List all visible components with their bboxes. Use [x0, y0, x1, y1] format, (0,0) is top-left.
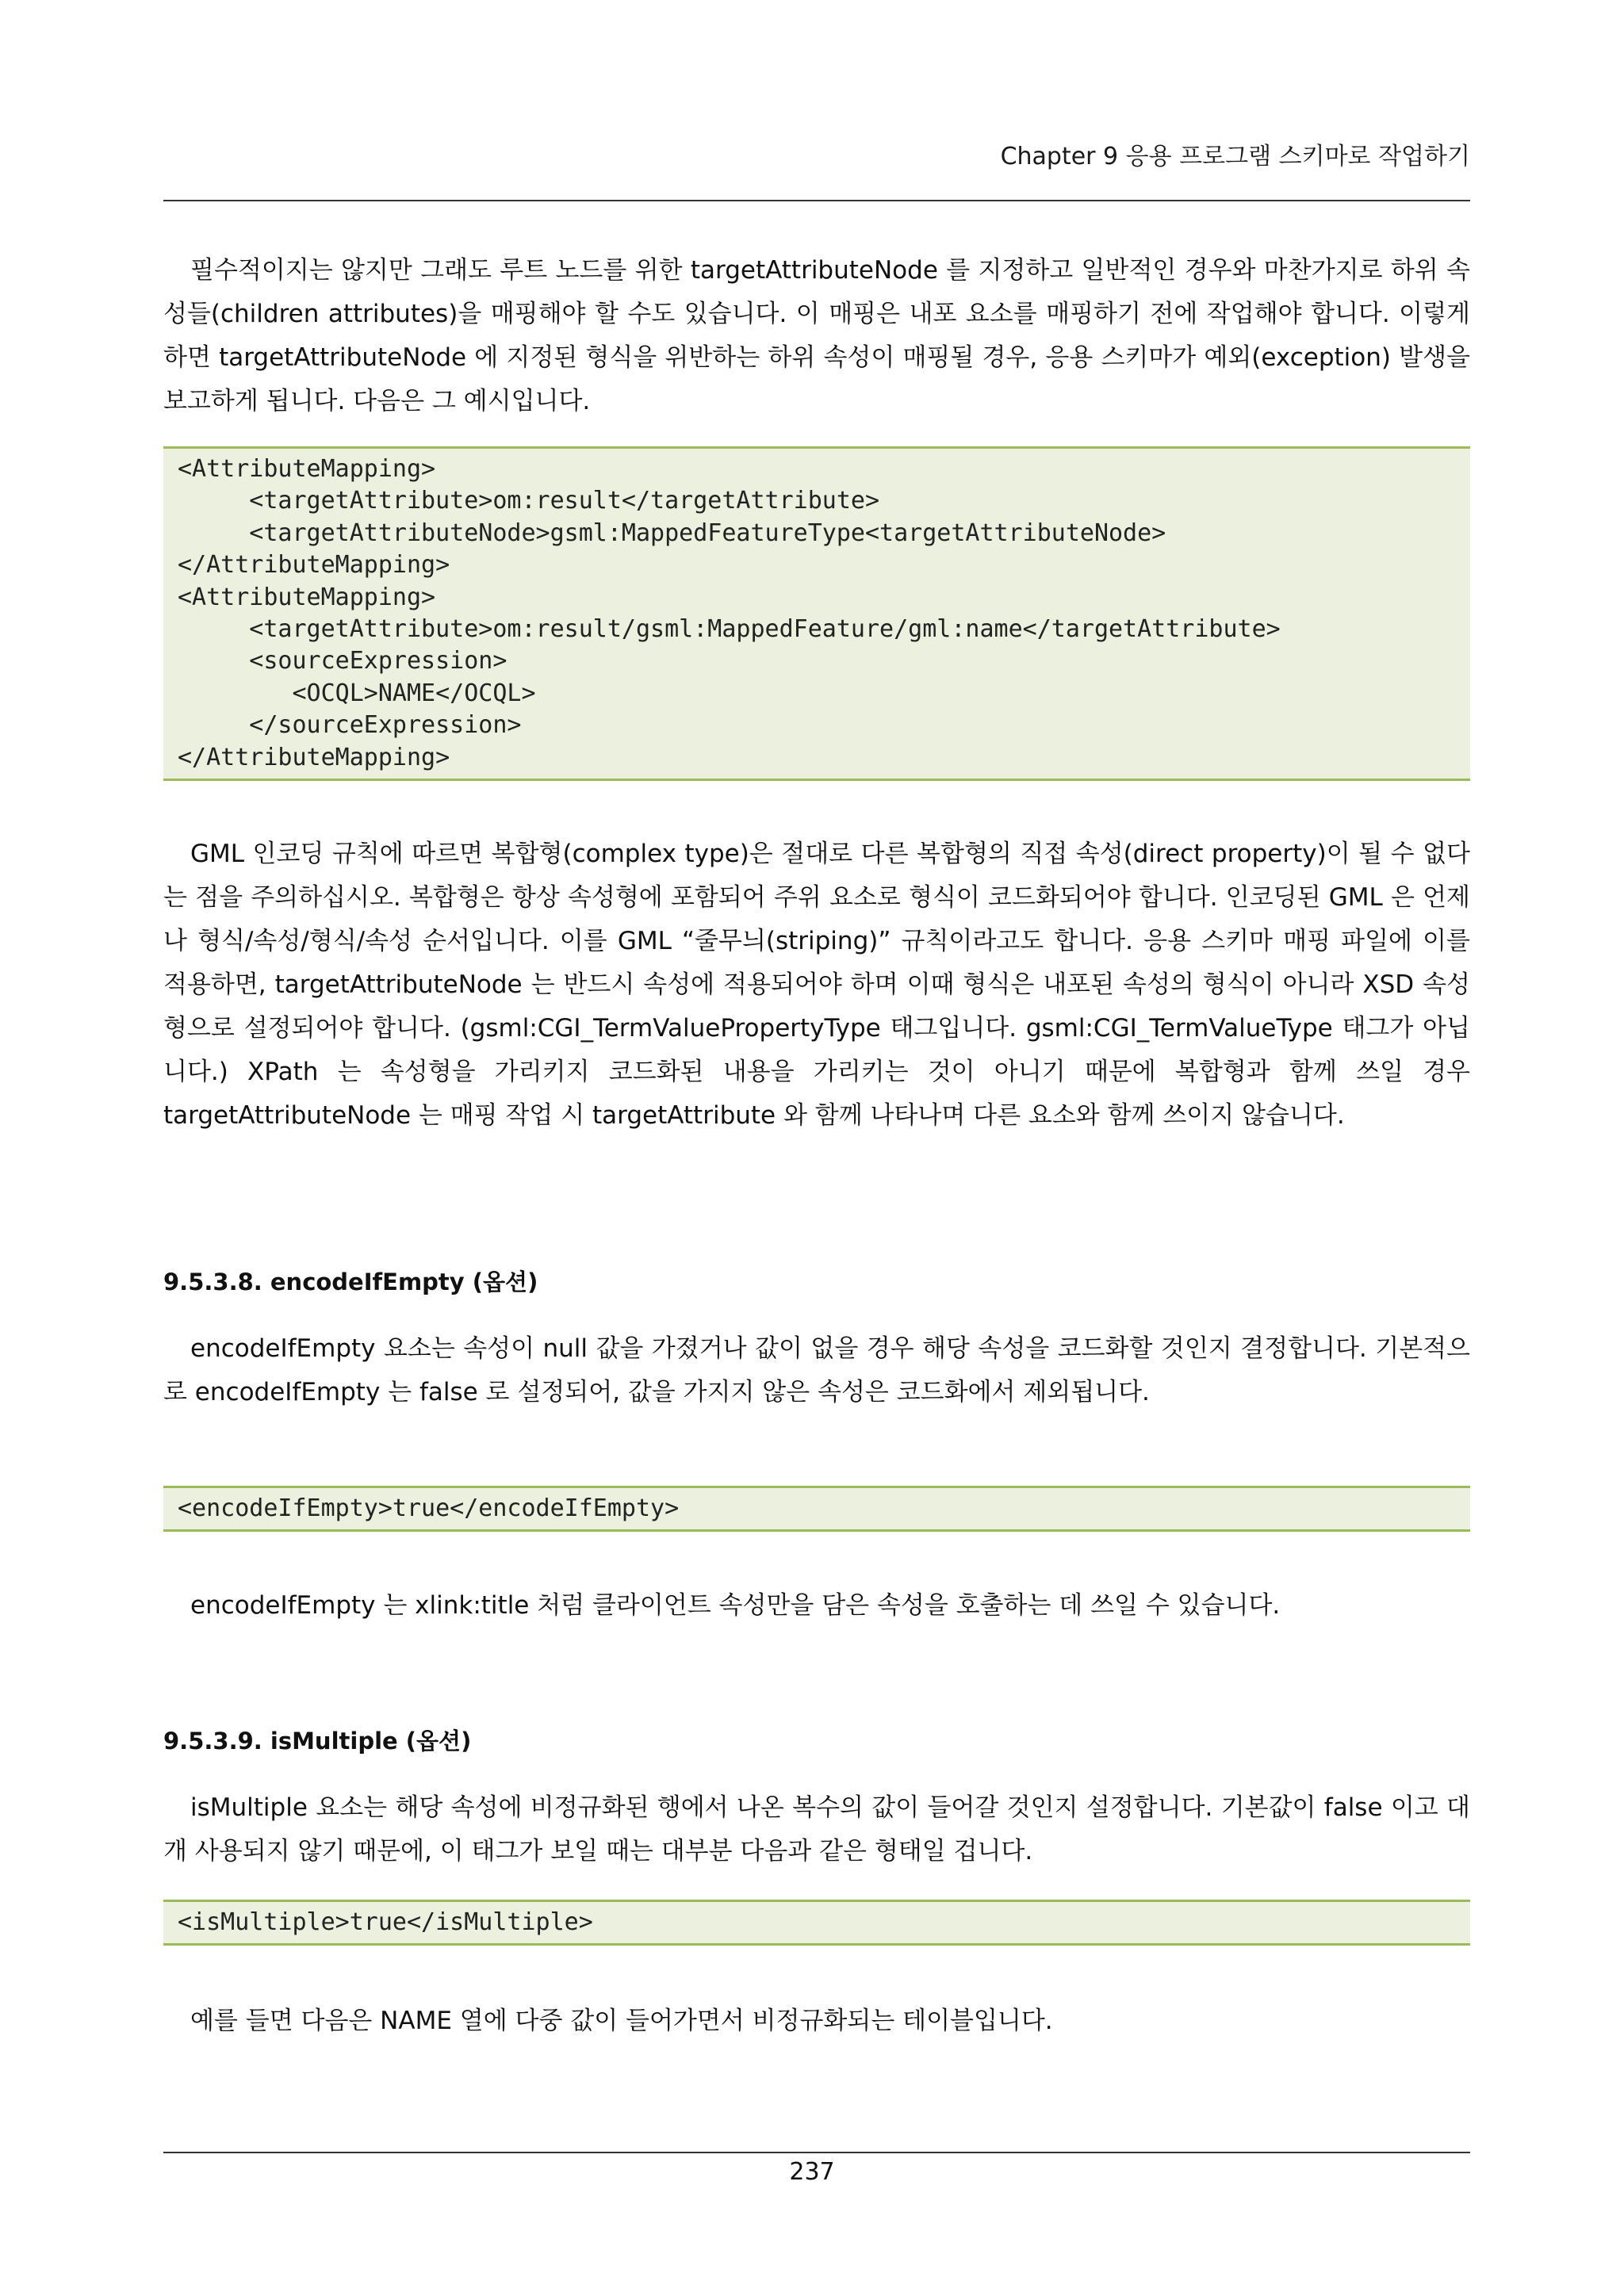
- paragraph-encodeifempty: encodeIfEmpty 요소는 속성이 null 값을 가졌거나 값이 없을 경우 해당 속성을 코드화할 것인지 결정합니다. 기본적으로 encodeIfEmpty 는 false 로 설정되어, 값을 가지지 않은 속성은 코드화에서 제외됩니다.: [163, 1334, 1470, 1406]
- paragraph-gml-encoding: GML 인코딩 규칙에 따르면 복합형(complex type)은 절대로 다른 복합형의 직접 속성(direct property)이 될 수 없다는 점을 주의하십시오. 복합형은 항상 속성형에 포함되어 주위 요소로 형식이 코드화되어야 합니다. 인코딩된 GML 은 언제나 형식/속성/형식/속성 순서입니다. 이를 GML “줄무늬(striping)” 규칙이라고도 합니다. 응용 스키마 매핑 파일에 이를 적용하면, targetAttributeNode 는 반드시 속성에 적용되어야 하며 이때 형식은 내포된 속성의 형식이 아니라 XSD 속성형으로 설정되어야 합니다. (gsml:CGI_TermValuePropertyType 태그입니다. gsml:CGI_TermValueType 태그가 아닙니다.) XPath 는 속성형을 가리키지 코드화된 내용을 가리키는 것이 아니기 때문에 복합형과 함께 쓰일 경우 targetAttributeNode 는 매핑 작업 시 targetAttribute 와 함께 나타나며 다른 요소와 함께 쓰이지 않습니다.: [163, 840, 1470, 1130]
- paragraph-encodeifempty-usage: encodeIfEmpty 는 xlink:title 처럼 클라이언트 속성만을 담은 속성을 호출하는 데 쓰일 수 있습니다.: [190, 1591, 1281, 1620]
- section-heading-ismultiple: 9.5.3.9. isMultiple (옵션): [163, 1728, 472, 1755]
- code-block-ismultiple: <isMultiple>true</isMultiple>: [163, 1900, 1470, 1946]
- paragraph-intro: 필수적이지는 않지만 그래도 루트 노드를 위한 targetAttributeNode 를 지정하고 일반적인 경우와 마찬가지로 하위 속성들(children attributes)을 매핑해야 할 수도 있습니다. 이 매핑은 내포 요소를 매핑하기 전에 작업해야 합니다. 이렇게 하면 targetAttributeNode 에 지정된 형식을 위반하는 하위 속성이 매핑될 경우, 응용 스키마가 예외(exception) 발생을 보고하게 됩니다. 다음은 그 예시입니다.: [163, 256, 1470, 415]
- footer-rule: [163, 2152, 1470, 2153]
- paragraph-ismultiple: isMultiple 요소는 해당 속성에 비정규화된 행에서 나온 복수의 값이 들어갈 것인지 설정합니다. 기본값이 false 이고 대개 사용되지 않기 때문에, 이 태그가 보일 때는 대부분 다음과 같은 형태일 겁니다.: [163, 1793, 1470, 1866]
- code-block-attribute-mapping: <AttributeMapping> <targetAttribute>om:result</targetAttribute> <targetAttributeNode>gsml:MappedFeatureType<targetAttributeNode> </AttributeMapping> <AttributeMapping> <targetAttribute>om:result/gsml:MappedFeature/gml:name</targetAttribute> <sourceExpression> <OCQL>NAME</OCQL> </sourceExpression> </AttributeMapping>: [163, 446, 1470, 781]
- paragraph-example-table: 예를 들면 다음은 NAME 열에 다중 값이 들어가면서 비정규화되는 테이블입니다.: [190, 2007, 1053, 2035]
- section-heading-encodeifempty: 9.5.3.8. encodeIfEmpty (옵션): [163, 1269, 538, 1295]
- running-header: Chapter 9 응용 프로그램 스키마로 작업하기: [1000, 143, 1470, 170]
- header-rule: [163, 200, 1470, 201]
- code-block-encodeifempty: <encodeIfEmpty>true</encodeIfEmpty>: [163, 1486, 1470, 1532]
- page-number: 237: [789, 2158, 835, 2186]
